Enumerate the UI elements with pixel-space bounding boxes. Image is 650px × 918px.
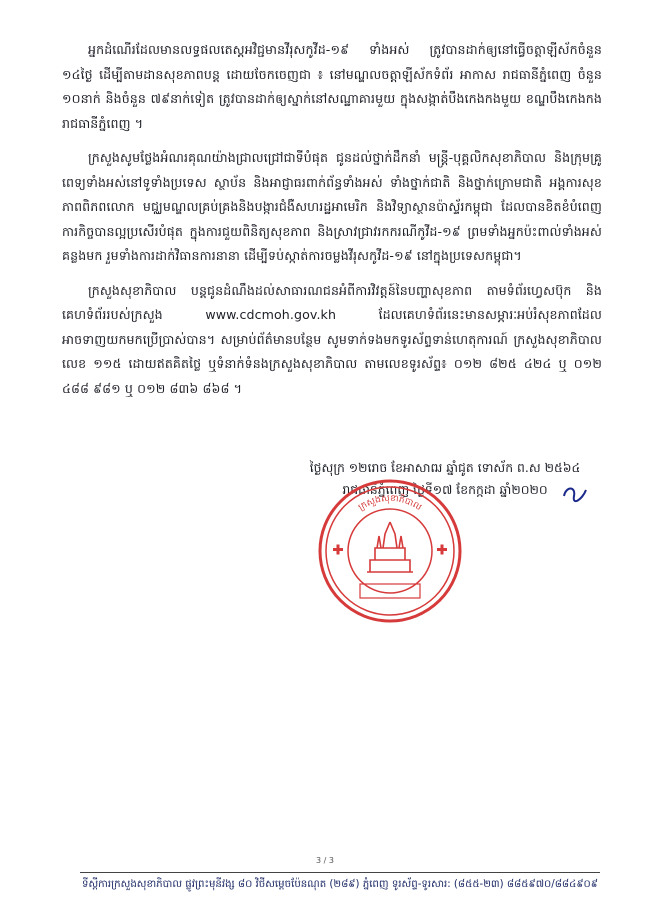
letter-body — [62, 38, 602, 411]
svg-text:ក្រសួងសុខាភិបាល — [357, 493, 424, 513]
ministry-seal-icon — [315, 476, 465, 626]
signature-icon — [560, 484, 590, 504]
footer-address: ទីស្តីការក្រសួងសុខាភិបាល ផ្លូវព្រះមុនីវង្ស ៨០ វិថីសម្តេចប៉ែនណុត (២៨៩) ភ្នំពេញ ទូរស័ព្ទ-ទូរសារ: (៨៥៥-២៣) ៨៨៥៩៧០/៨៨៤៩០៩ — [82, 879, 598, 890]
page-number: 3 / 3 — [316, 856, 334, 865]
lunar-date: ថ្ងៃសុក្រ ១២រោច ខែអាសាឍ ឆ្នាំជូត ទោស័ក ព.ស ២៥៦៤ — [309, 460, 581, 475]
seal-ring-text: ក្រសួងសុខាភិបាល — [356, 493, 424, 513]
paragraph-quarantine: អ្នកដំណើរដែលមានលទ្ធផលតេស្តអវិជ្ជមានវីរុសកូវីដ-១៩ ទាំងអស់ ត្រូវបានដាក់ឲ្យនៅធ្វើចត្តាឡីស័កចំនួន ១៤ថ្ងៃ ដើម្បីតាមដានសុខភាពបន្ត ដោយចែកចេញជា ៖ នៅមណ្ឌលចត្តាឡីស័កទំព័រ អាកាស រាជធានីភ្នំពេញ ចំនួន ១០នាក់ និងចំនួន ៧៩នាក់ទៀត ត្រូវបានដាក់ឲ្យស្នាក់នៅសណ្ឋាគារមួយ ក្នុងសង្កាត់បឹងកេងកងមួយ ខណ្ឌបឹងកេងកង រាជធានីភ្នំពេញ ។ — [62, 42, 602, 131]
paragraph-thanks: ក្រសួងសូមថ្លែងអំណរគុណយ៉ាងជ្រាលជ្រៅជាទីបំផុត ជូនដល់ថ្នាក់ដឹកនាំ មន្ត្រី-បុគ្គលិកសុខាភិបាល និងក្រុមគ្រូពេទ្យទាំងអស់នៅទូទាំងប្រទេស ស្ថាប័ន និងអាជ្ញាធរពាក់ព័ន្ធទាំងអស់ ទាំងថ្នាក់ជាតិ និងថ្នាក់ក្រោមជាតិ អង្គការសុខភាពពិភពលោក មជ្ឈមណ្ឌលគ្រប់គ្រងនិងបង្ការជំងឺសហរដ្ឋអាមេរិក និងវិទ្យាស្ថានប៉ាស្ទ័រកម្ពុជា ដែលបានខិតខំបំពេញការកិច្ចបានល្អប្រសើរបំផុត ក្នុងការជួយពិនិត្យសុខភាព និងស្រាវជ្រាវរកករណីកូវីដ-១៩ ព្រមទាំងអ្នកប៉ះពាល់ទាំងអស់គន្លងមក រួមទាំងការដាក់វិធានការនានា ដើម្បីទប់ស្កាត់ការចម្លងវីរុសកូវីដ-១៩ នៅក្នុងប្រទេសកម្ពុជា។ — [62, 150, 602, 263]
paragraph-contact-info: ក្រសួងសុខាភិបាល បន្តជូនដំណឹងដល់សាធារណជនអំពីការវិវត្តន៍នៃបញ្ហាសុខភាព តាមទំព័រហ្វេសប៊ុក និងគេហទំព័ររបស់ក្រសួង www.cdcmoh.gov.kh ដែលគេហទំព័រនេះមានសម្ភារៈអប់រំសុខភាពដែលអាចទាញយកមកប្រើប្រាស់បាន។ សម្រាប់ព័ត៌មានបន្ថែម សូមទាក់ទងមកទូរស័ព្ទទាន់ហេតុការណ៍ ក្រសួងសុខាភិបាល លេខ ១១៥ ដោយឥតគិតថ្លៃ ឬទំនាក់ទំនងក្រសួងសុខាភិបាល តាមលេខទូរស័ព្ទ៖ ០១២ ៨២៥ ៤២៤ ឬ ០១២ ៤៨៨ ៩៨១ ឬ ០១២ ៨៣៦ ៨៦៨ ។ — [62, 282, 602, 396]
footer-divider — [80, 872, 600, 873]
place-and-date: រាជធានីភ្នំពេញ ថ្ងៃទី១៧ ខែកក្កដា ឆ្នាំ២០២០ — [342, 482, 548, 497]
